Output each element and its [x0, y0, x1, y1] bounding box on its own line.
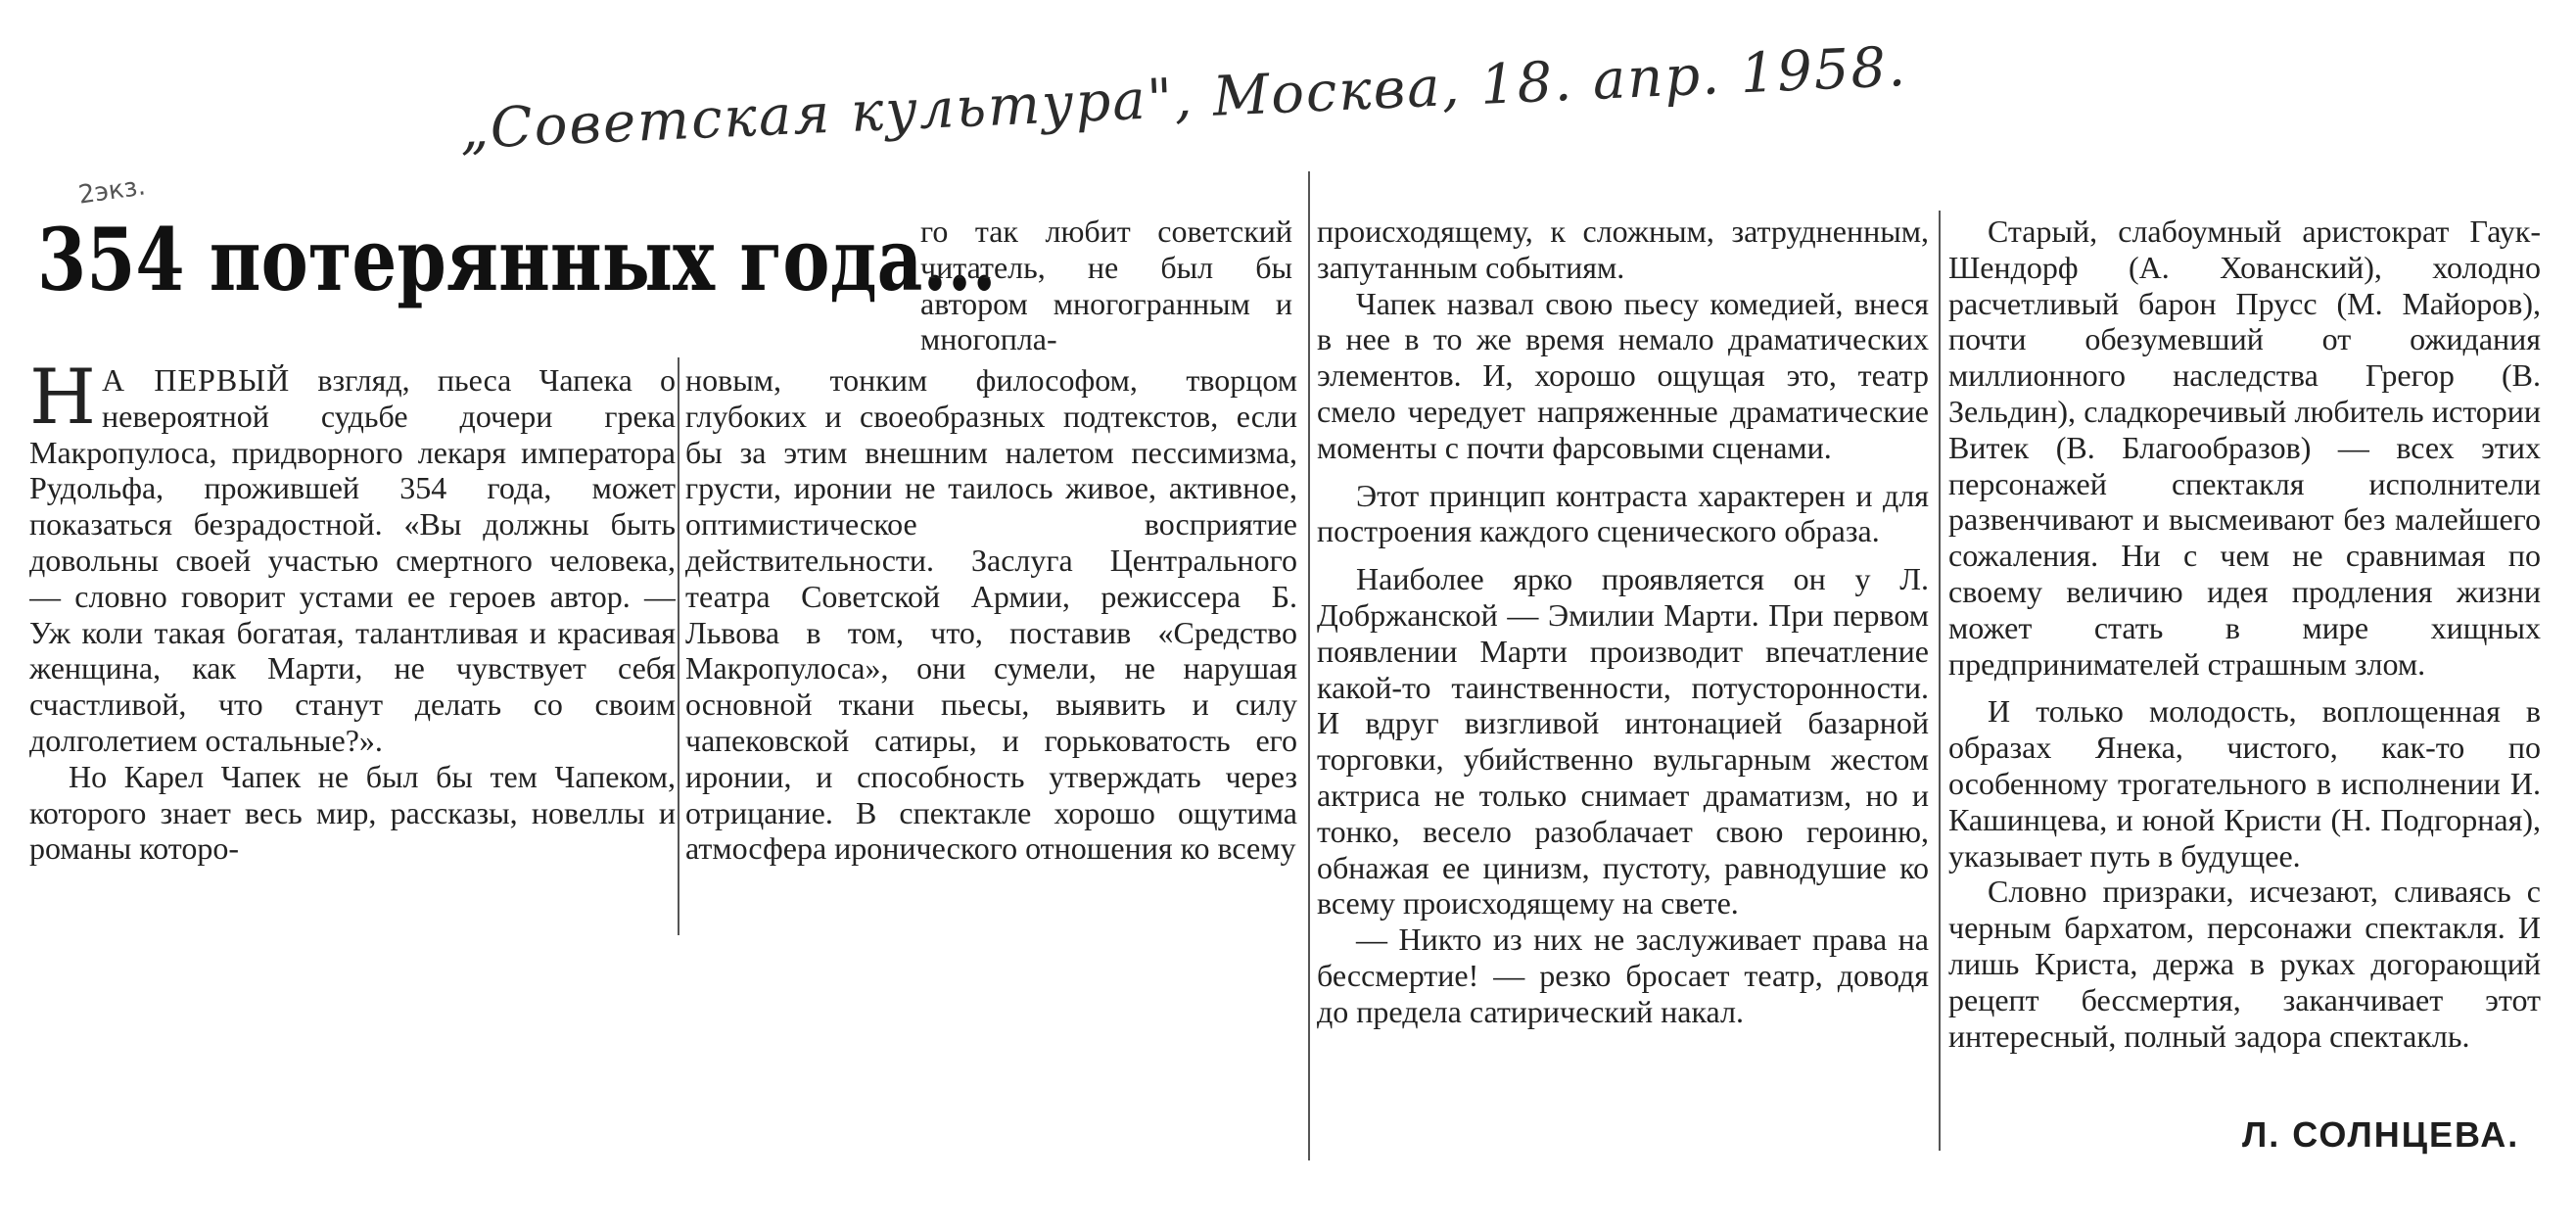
article-paragraph [29, 362, 676, 759]
article-column-2-top [920, 213, 1292, 360]
lead-in-caps: А ПЕРВЫЙ [102, 362, 291, 398]
paragraph-text: взгляд, пьеса Чапека о невероятной судьбе дочери грека Макропулоса, придворного лекаря императора Рудольфа, прожившей 354 года, может показаться безрадостной. «Вы должны быть довольны своей участью смертного человека, — словно говорит устами ее героев автор. — Уж коли такая богатая, талантливая и красивая женщина, как Марти, не чувствует себя счастливой, что станут делать со своим долголетием остальные?». [29, 362, 676, 758]
column-divider [678, 357, 679, 935]
handwritten-source-note: „Советская культура", Москва, 18. апр. 1958. [458, 34, 1909, 163]
column-divider [1939, 211, 1941, 1151]
article-paragraph: Словно призраки, исчезают, сливаясь с черным бархатом, персонажи спектакля. И лишь Криста, держа в руках догорающий рецепт бессмертия, заканчивает этот интересный, полный задора спектакль. [1948, 874, 2541, 1054]
article-paragraph: И только молодость, воплощенная в образах Янека, чистого, как-то по особенному трогательного в исполнении И. Кашинцева, и юной Кристи (Н. Подгорная), указывает путь в будущее. [1948, 693, 2541, 874]
pencil-mark: 2экз. [76, 171, 148, 211]
article-paragraph: — Никто из них не заслуживает права на бессмертие! — резко бросает театр, доводя до предела сатирический накал. [1317, 922, 1929, 1029]
article-column-4 [1948, 213, 2541, 1124]
article-paragraph: Наиболее ярко проявляется он у Л. Добржанской — Эмилии Марти. При первом появлении Марти производит впечатление какой-то таинственности, потусторонности. И вдруг визгливой интонацией базарной торговки, убийственно вульгарным жестом актриса не только снимает драматизм, но и тонко, весело разоблачает свою героиню, обнажая ее цинизм, пустоту, равнодушие ко всему происходящему на свете. [1317, 561, 1929, 922]
article-headline: 354 потерянных года... [37, 209, 997, 310]
column-divider [1308, 171, 1310, 1160]
article-paragraph: го так любит советский читатель, не был бы автором многогранным и многопла- [920, 213, 1292, 357]
article-paragraph: Но Карел Чапек не был бы тем Чапеком, которого знает весь мир, рассказы, новеллы и романы которо- [29, 758, 676, 867]
article-column-3 [1317, 213, 1929, 1154]
article-column-1 [29, 362, 676, 921]
article-column-2 [685, 362, 1297, 911]
drop-cap: Н [29, 362, 97, 442]
article-paragraph: новым, тонким философом, творцом глубоких и своеобразных подтекстов, если бы за этим внешним налетом пессимизма, грусти, иронии не таилось живое, активное, оптимистическое восприятие действительности. Заслуга Центрального театра Советской Армии, режиссера Б. Львова в том, что, поставив «Средство Макропулоса», они сумели, не нарушая основной ткани пьесы, выявить и силу чапековской сатиры, и горьковатость его иронии, и способность утверждать через отрицание. В спектакле хорошо ощутима атмосфера иронического отношения ко всему [685, 362, 1297, 867]
article-paragraph: Чапек назвал свою пьесу комедией, внеся в нее в то же время немало драматических элементов. И, хорошо ощущая это, театр смело чередует напряженные драматические моменты с почти фарсовыми сценами. [1317, 285, 1929, 465]
article-paragraph: Старый, слабоумный аристократ Гаук-Шендорф (А. Хованский), холодно расчетливый барон Прусс (М. Майоров), почти обезумевший от ожидания миллионного наследства Грегор (В. Зельдин), сладкоречивый любитель истории Витек (В. Благообразов) — всех этих персонажей спектакля исполнители развенчивают и высмеивают без малейшего сожаления. Ни с чем не сравнимая по своему величию идея продления жизни может стать в мире хищных предпринимателей страшным злом. [1948, 213, 2541, 682]
article-paragraph: происходящему, к сложным, затрудненным, запутанным событиям. [1317, 213, 1929, 285]
author-signature: Л. СОЛНЦЕВА. [2242, 1114, 2520, 1155]
article-paragraph: Этот принцип контраста характерен и для построения каждого сценического образа. [1317, 477, 1929, 549]
